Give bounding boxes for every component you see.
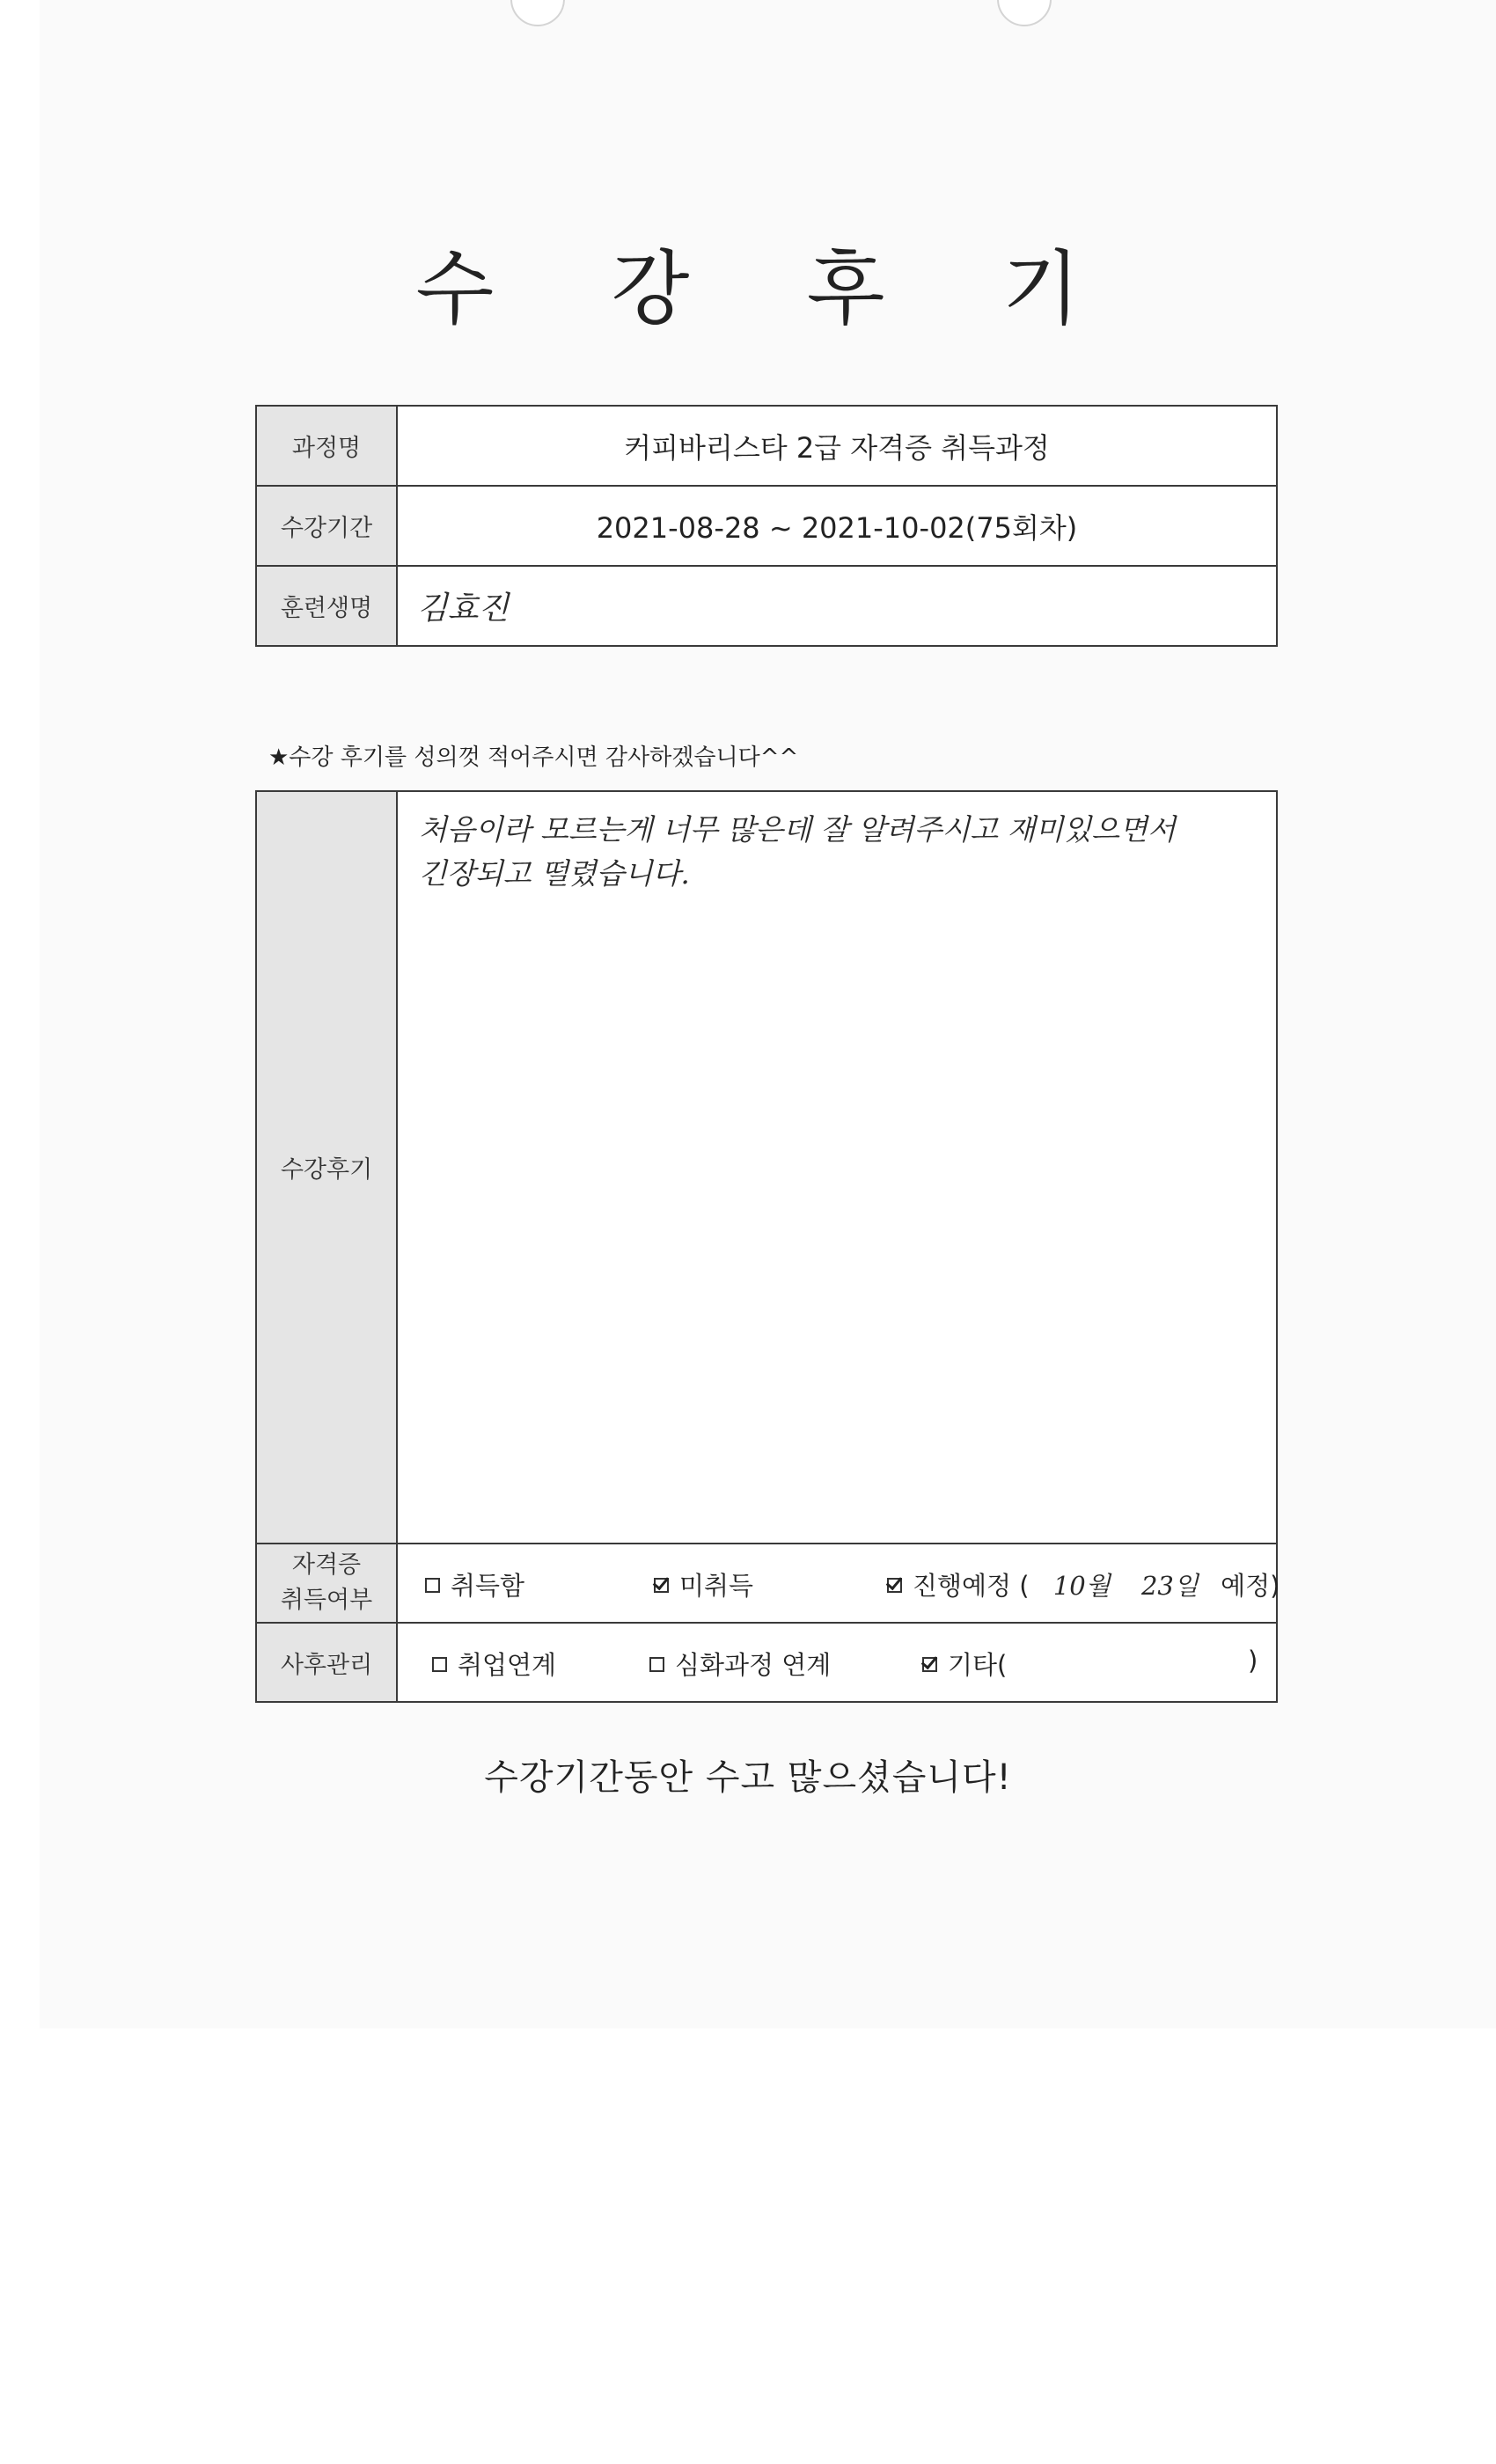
punch-hole-left xyxy=(510,0,565,26)
course-info-table xyxy=(255,405,1278,647)
option-advanced-course[interactable] xyxy=(649,1646,831,1682)
other-close-paren: ) xyxy=(1248,1646,1258,1676)
certification-row xyxy=(256,1544,1277,1623)
option-acquired-label: 취득함 xyxy=(451,1571,525,1601)
checkbox-in-progress[interactable] xyxy=(887,1578,902,1593)
course-value: 커피바리스타 2급 자격증 취득과정 xyxy=(397,406,1277,486)
option-in-progress[interactable] xyxy=(887,1566,1280,1602)
option-job-link[interactable] xyxy=(432,1646,556,1682)
checkbox-acquired[interactable] xyxy=(425,1578,440,1593)
period-value: 2021-08-28 ~ 2021-10-02(75회차) xyxy=(397,486,1277,566)
option-other[interactable] xyxy=(922,1646,1007,1682)
option-job-link-label: 취업연계 xyxy=(458,1650,557,1680)
option-not-acquired[interactable] xyxy=(654,1566,753,1602)
option-not-acquired-label: 미취득 xyxy=(679,1571,754,1601)
expected-suffix: 예정) xyxy=(1221,1571,1280,1601)
course-label: 과정명 xyxy=(256,406,397,486)
certification-label xyxy=(256,1544,397,1623)
punch-hole-right xyxy=(997,0,1052,26)
checkbox-advanced-course[interactable] xyxy=(649,1657,664,1672)
closing-message: 수강기간동안 수고 많으셨습니다! xyxy=(484,1757,1012,1798)
trainee-row xyxy=(256,566,1277,646)
review-label: 수강후기 xyxy=(256,791,397,1544)
checkbox-not-acquired[interactable] xyxy=(654,1578,669,1593)
certification-options-cell xyxy=(397,1544,1280,1623)
aftercare-options-cell xyxy=(397,1623,1277,1702)
trainee-name-handwritten: 김효진 xyxy=(417,590,510,627)
review-text-line-1: 처음이라 모르는게 너무 많은데 잘 알려주시고 재미있으면서 xyxy=(419,812,1176,847)
review-row xyxy=(256,791,1277,1544)
trainee-value-cell xyxy=(397,566,1277,646)
review-text-area xyxy=(397,791,1277,1544)
aftercare-label: 사후관리 xyxy=(256,1623,397,1702)
trainee-label: 훈련생명 xyxy=(256,566,397,646)
expected-month-handwritten: 10월 xyxy=(1052,1571,1111,1601)
option-acquired[interactable] xyxy=(425,1566,524,1602)
course-row xyxy=(256,406,1277,486)
option-other-label: 기타( xyxy=(948,1650,1008,1680)
certification-label-line-1: 자격증 xyxy=(291,1551,362,1579)
aftercare-row xyxy=(256,1623,1277,1702)
instruction-note: ★수강 후기를 성의껏 적어주시면 감사하겠습니다^^ xyxy=(268,744,799,771)
checkbox-job-link[interactable] xyxy=(432,1657,447,1672)
period-label: 수강기간 xyxy=(256,486,397,566)
checkbox-other[interactable] xyxy=(922,1657,937,1672)
page-title: 수 강 후 기 xyxy=(415,242,1126,336)
review-table xyxy=(255,790,1278,1703)
review-text-line-2: 긴장되고 떨렸습니다. xyxy=(419,856,690,891)
expected-day-handwritten: 23일 xyxy=(1140,1571,1199,1601)
certification-label-line-2: 취득여부 xyxy=(280,1587,373,1614)
period-row xyxy=(256,486,1277,566)
option-in-progress-label: 진행예정 ( xyxy=(913,1571,1030,1601)
option-advanced-course-label: 심화과정 연계 xyxy=(675,1650,832,1680)
